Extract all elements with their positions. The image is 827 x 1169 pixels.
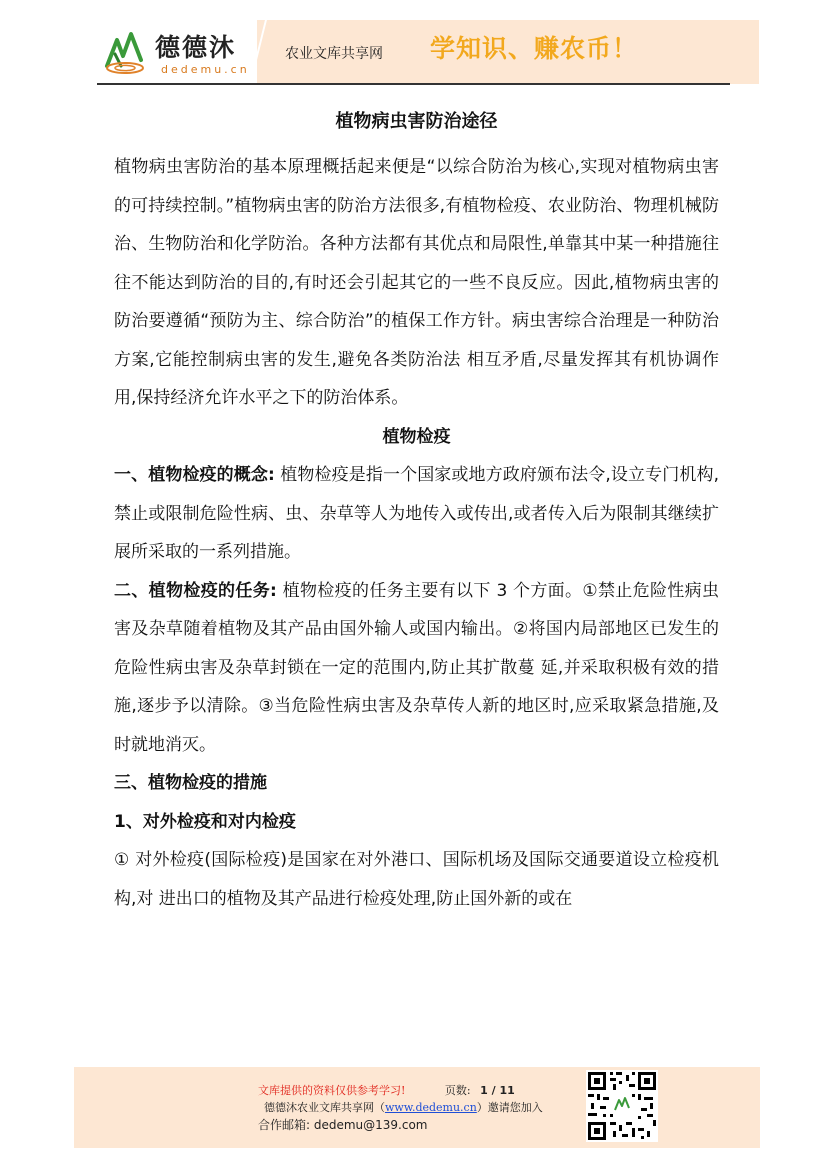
footer-invite-suffix: ）邀请您加入 xyxy=(476,1101,543,1114)
pages-label: 页数: xyxy=(444,1084,471,1097)
task-label: 二、植物检疫的任务: xyxy=(114,580,277,601)
logo-name: 德德沐 xyxy=(155,33,237,62)
footer-notice: 文库提供的资料仅供参考学习! xyxy=(258,1084,406,1097)
page-counter: 1 / 11 xyxy=(480,1084,515,1097)
site-name: 农业文库共享网 xyxy=(285,46,383,62)
document-title: 植物病虫害防治途径 xyxy=(335,111,498,132)
measures-heading: 三、植物检疫的措施 xyxy=(114,773,267,793)
footer-site-link[interactable]: www.dedemu.cn xyxy=(385,1101,477,1114)
dedemu-logo-icon xyxy=(103,30,149,76)
header-rule xyxy=(97,83,730,85)
concept-paragraph xyxy=(114,456,719,572)
section-heading: 植物检疫 xyxy=(382,426,451,447)
logo-domain: dedemu.cn xyxy=(161,63,250,76)
intro-paragraph: 植物病虫害防治的基本原理概括起来便是“以综合防治为核心,实现对植物病虫害的可持续控制。”植物病虫害的防治方法很多,有植物检疫、农业防治、物理机械防治、生物防治和化学防治。各种方法都有其优点和局限性,单靠其中某一种措施往往不能达到防治的目的,有时还会引起其它的一些不良反应。因此,植物病虫害的防治要遵循“预防为主、综合防治”的植保工作方针。病虫害综合治理是一种防治方案,它能控制病虫害的发生,避免各类防治法 相互矛盾,尽量发挥其有机协调作用,保持经济允许水平之下的防治体系。 xyxy=(114,157,719,408)
footer-email: 合作邮箱: dedemu@139.com xyxy=(258,1118,428,1132)
footer-line-2 xyxy=(264,1101,543,1115)
footer-line-1 xyxy=(258,1084,515,1098)
header-slogan: 学知识、赚农币！ xyxy=(430,34,639,63)
page-footer xyxy=(74,1067,760,1148)
logo-area xyxy=(97,20,257,84)
qr-code-icon xyxy=(586,1070,658,1142)
document-body xyxy=(114,108,719,918)
footer-invite-prefix: 德德沐农业文库共享网（ xyxy=(264,1101,385,1114)
sub-heading: 1、对外检疫和对内检疫 xyxy=(114,811,296,832)
concept-text: 植物检疫是指一个国家或地方政府颁布法令,设立专门机构,禁止或限制危险性病、虫、杂草等人为地传入或传出,或者传入后为限制其继续扩展所采取的一系列措施。 xyxy=(114,465,719,562)
task-paragraph xyxy=(114,572,719,765)
concept-label: 一、植物检疫的概念: xyxy=(114,465,275,485)
task-text: 植物检疫的任务主要有以下 3 个方面。①禁止危险性病虫害及杂草随着植物及其产品由国外输人或国内输出。②将国内局部地区已发生的危险性病虫害及杂草封锁在一定的范围内,防止其扩散蔓 延,并采取积极有效的措施,逐步予以清除。③当危险性病虫害及杂草传人新的地区时,应采取紧急措施,及时就地消灭。 xyxy=(114,580,719,755)
external-paragraph: ① 对外检疫(国际检疫)是国家在对外港口、国际机场及国际交通要道设立检疫机构,对 进出口的植物及其产品进行检疫处理,防止国外新的或在 xyxy=(114,850,719,909)
page-header xyxy=(97,20,759,84)
